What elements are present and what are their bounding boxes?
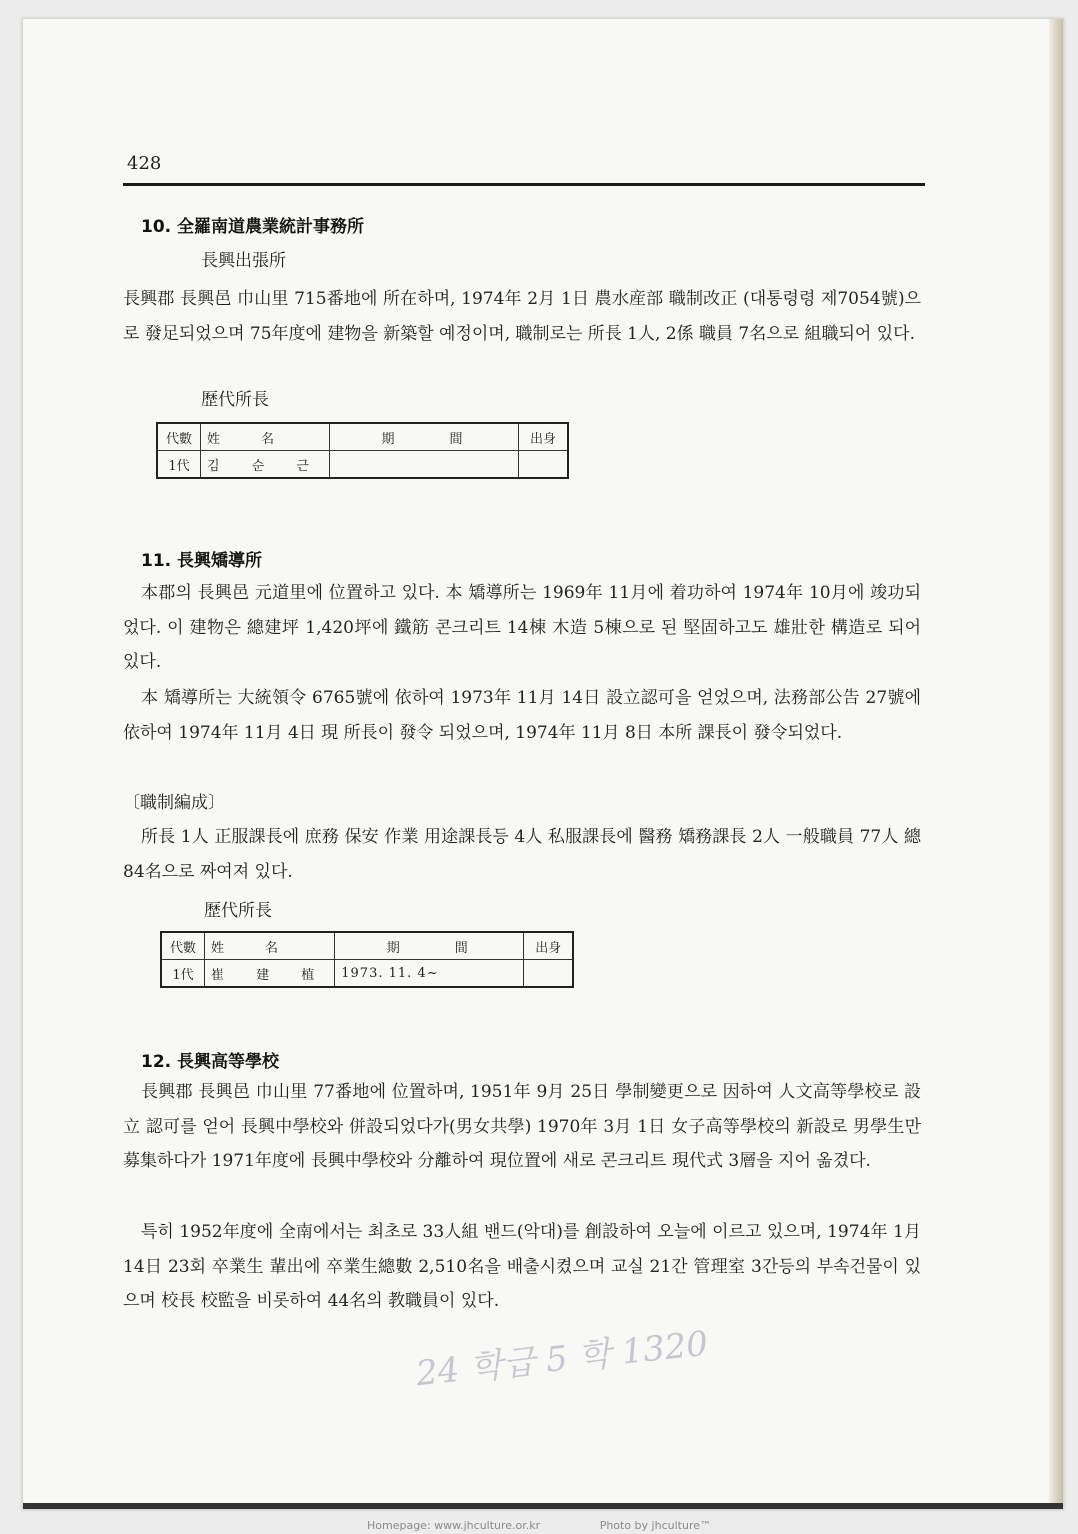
cell-generation: 1代	[161, 960, 205, 988]
table-row	[157, 451, 568, 479]
section-10-heading: 10. 全羅南道農業統計事務所	[141, 217, 365, 237]
header-rule	[123, 183, 925, 186]
section-10-roster-table	[156, 422, 569, 479]
table-header-row	[157, 423, 568, 451]
section-12-paragraph-2: 특히 1952年度에 全南에서는 최초로 33人組 밴드(악대)를 創設하여 오늘에 이르고 있으며, 1974年 1月 14日 23회 卒業生 輩出에 卒業生總數 2,510名을 배출시켰으며 교실 21간 管理室 3간등의 부속건물이 있으며 校長 校監을 비롯하여 44名의 教職員이 있다.	[123, 1222, 921, 1311]
header-name: 姓 名	[205, 932, 335, 960]
section-12-paragraph-1: 長興郡 長興邑 巾山里 77番地에 位置하며, 1951年 9月 25日 學制變更으로 因하여 人文高等學校로 設立 認可를 얻어 長興中學校와 併設되었다가(男女共學) 1970年 3月 1日 女子高等學校의 新設로 男學生만 募集하다가 1971年度에 長興中學校와 分離하여 現位置에 새로 콘크리트 現代式 3層을 지어 옮겼다.	[123, 1082, 921, 1171]
cell-generation: 1代	[157, 451, 201, 479]
header-generation: 代數	[157, 423, 201, 451]
section-11-paragraph-1: 本郡의 長興邑 元道里에 位置하고 있다. 本 矯導所는 1969年 11月에 着功하여 1974年 10月에 竣功되었다. 이 建物은 總建坪 1,420坪에 鐵筋 콘크리트 14棟 木造 5棟으로 된 堅固하고도 雄壯한 構造로 되어 있다.	[123, 583, 921, 672]
section-11-paragraph-3: 所長 1人 正服課長에 庶務 保安 作業 用途課長등 4人 私服課長에 醫務 矯務課長 2人 一般職員 77人 總 84名으로 짜여져 있다.	[123, 827, 921, 882]
section-11-heading: 11. 長興矯導所	[141, 551, 263, 571]
scanned-page	[22, 18, 1064, 1510]
cell-origin	[518, 451, 568, 479]
section-10-list-title: 歷代所長	[201, 390, 269, 410]
header-period: 期 間	[335, 932, 524, 960]
table-row	[161, 960, 573, 988]
section-10-subheading: 長興出張所	[201, 251, 286, 271]
header-generation: 代數	[161, 932, 205, 960]
cell-origin	[524, 960, 574, 988]
header-period: 期 間	[329, 423, 518, 451]
footer-photo-credit: Photo by jhculture™	[599, 1519, 711, 1532]
cell-name: 崔 建 植	[205, 960, 335, 988]
footer-homepage[interactable]: Homepage: www.jhculture.or.kr	[366, 1519, 541, 1532]
section-12-heading: 12. 長興高等學校	[141, 1052, 280, 1072]
section-11-paragraph-2: 本 矯導所는 大統領令 6765號에 依하여 1973年 11月 14日 設立認可을 얻었으며, 法務部公告 27號에 依하여 1974年 11月 4日 現 所長이 發令 되었으며, 1974年 11月 8日 本所 課長이 發令되었다.	[123, 688, 921, 743]
page-edge	[1049, 19, 1063, 1509]
section-10-paragraph: 長興郡 長興邑 巾山里 715番地에 所在하며, 1974年 2月 1日 農水産部 職制改正 (대통령령 제7054號)으로 發足되었으며 75年度에 建物을 新築할 예정이며, 職制로는 所長 1人, 2係 職員 7名으로 組職되어 있다.	[123, 289, 921, 344]
cell-period	[329, 451, 518, 479]
bottom-bar	[23, 1503, 1063, 1509]
table-header-row	[161, 932, 573, 960]
footer	[0, 1519, 1078, 1532]
section-11-org-label: 〔職制編成〕	[123, 793, 225, 813]
section-11-roster-table	[160, 931, 574, 988]
cell-period: 1973. 11. 4~	[335, 960, 524, 988]
cell-name: 김 순 근	[201, 451, 330, 479]
header-name: 姓 名	[201, 423, 330, 451]
header-origin: 出身	[518, 423, 568, 451]
header-origin: 出身	[524, 932, 574, 960]
section-11-list-title: 歷代所長	[204, 901, 272, 921]
page-number: 428	[127, 153, 162, 174]
handwritten-pencil-note: 24 학급 5 학 1320	[414, 1323, 710, 1395]
